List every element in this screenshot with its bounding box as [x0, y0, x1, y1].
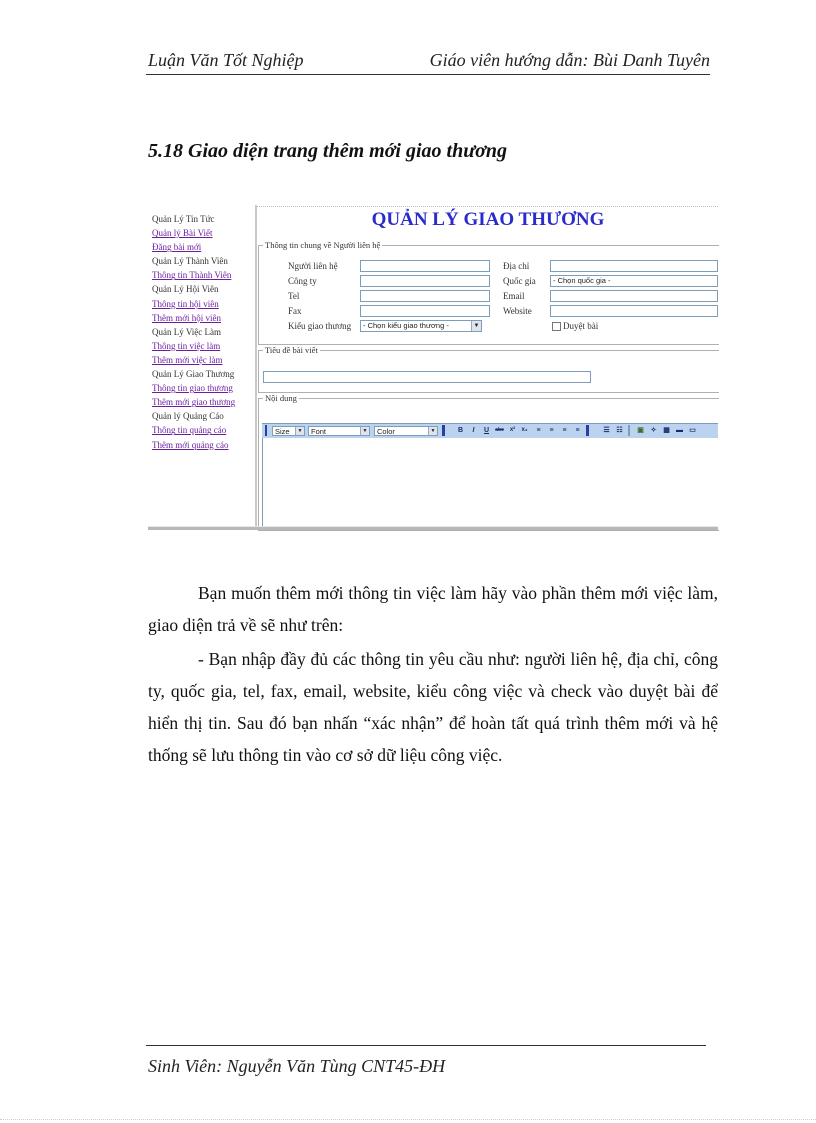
email-input[interactable]: [550, 290, 718, 302]
sidebar-link-member-info[interactable]: Thông tin Thành Viên: [152, 270, 232, 281]
font-family-selected: Font: [311, 427, 327, 436]
source-view-icon[interactable]: ▭: [689, 427, 696, 434]
sidebar-heading-jobs: Quản Lý Việc Làm: [152, 326, 222, 337]
sidebar-link-ad-info[interactable]: Thông tin quảng cáo: [152, 425, 227, 436]
sidebar-heading-trade: Quản Lý Giao Thương: [152, 369, 235, 380]
font-family-select[interactable]: [308, 426, 370, 436]
label-email: Email: [503, 291, 525, 301]
address-input[interactable]: [550, 260, 718, 272]
bold-button[interactable]: B: [457, 427, 464, 434]
post-title-input[interactable]: [263, 371, 591, 383]
screenshot-figure: [148, 205, 718, 530]
label-fax: Fax: [288, 306, 302, 316]
toolbar-separator: [586, 425, 589, 436]
body-paragraph-2: - Bạn nhập đầy đủ các thông tin yêu cầu như: người liên hệ, địa chỉ, công ty, quốc gia, tel, fax, email, website, kiểu công việc và check vào duyệt bài để hiển thị tin. Sau đó bạn nhấn “xác nhận” để hoàn tất quá trình thêm mới và hệ thống sẽ lưu thông tin vào cơ sở dữ liệu công việc.: [148, 649, 718, 765]
header-advisor: Giáo viên hướng dẫn: Bùi Danh Tuyên: [429, 50, 710, 70]
sidebar-link-new-ad[interactable]: Thêm mới quảng cáo: [152, 439, 229, 450]
section-title: 5.18 Giao diện trang thêm mới giao thương: [148, 140, 508, 162]
footer-student: Sinh Viên: Nguyễn Văn Tùng CNT45-ĐH: [148, 1056, 446, 1076]
toolbar-separator: [628, 425, 630, 436]
company-input[interactable]: [360, 275, 490, 287]
toolbar-separator: [442, 425, 445, 436]
insert-table-icon[interactable]: ▦: [663, 427, 670, 434]
contact-person-input[interactable]: [360, 260, 490, 272]
toolbar-grip: [265, 425, 267, 436]
sidebar-link-new-job[interactable]: Thêm mới việc làm: [152, 354, 223, 365]
label-tel: Tel: [288, 291, 300, 301]
bulleted-list-icon[interactable]: ☰: [603, 427, 610, 434]
trade-page-title: QUẢN LÝ GIAO THƯƠNG: [371, 209, 605, 230]
website-input[interactable]: [550, 305, 718, 317]
label-company: Công ty: [288, 276, 317, 286]
sidebar-link-manage-posts[interactable]: Quản lý Bài Viết: [152, 228, 213, 239]
fax-input[interactable]: [360, 305, 490, 317]
font-size-select[interactable]: [272, 426, 305, 436]
post-title-legend: Tiêu đề bài viết: [265, 345, 318, 355]
screenshot-bottom-border: [148, 526, 718, 530]
label-country: Quốc gia: [503, 276, 536, 286]
font-color-selected: Color: [377, 427, 395, 436]
sidebar-heading-associates: Quản Lý Hội Viên: [152, 284, 219, 295]
sidebar-divider: [255, 205, 257, 529]
post-title-group: [258, 345, 719, 393]
content-legend: Nội dung: [265, 393, 297, 403]
top-dotted-line: [257, 206, 718, 207]
admin-sidebar: [152, 212, 248, 452]
editor-toolbar: [262, 423, 718, 439]
font-size-selected: Size: [275, 427, 290, 436]
align-left-icon[interactable]: ≡: [536, 427, 541, 434]
label-address: Địa chỉ: [503, 261, 530, 271]
label-approve: Duyệt bài: [563, 321, 599, 331]
sidebar-heading-news: Quản Lý Tin Tức: [152, 214, 215, 224]
content-editor-area[interactable]: [262, 438, 719, 526]
sidebar-heading-members: Quản Lý Thành Viên: [152, 256, 228, 267]
chevron-down-icon: ▼: [428, 427, 437, 435]
numbered-list-icon[interactable]: ☷: [616, 427, 623, 434]
horizontal-rule-icon[interactable]: ▬: [676, 427, 683, 434]
subscript-button[interactable]: x₂: [521, 427, 528, 433]
sidebar-link-new-trade[interactable]: Thêm mới giao thương: [152, 397, 236, 408]
chevron-down-icon: ▼: [295, 427, 304, 435]
header-thesis-title: Luận Văn Tốt Nghiệp: [148, 50, 304, 70]
label-contact-person: Người liên hệ: [288, 261, 338, 271]
align-center-icon[interactable]: ≡: [549, 427, 554, 434]
insert-link-icon[interactable]: ✧: [650, 427, 657, 434]
sidebar-link-new-associate[interactable]: Thêm mới hội viên: [152, 312, 221, 323]
contact-group-legend: Thông tin chung về Người liên hệ: [265, 240, 381, 250]
italic-button[interactable]: I: [472, 427, 475, 434]
country-selected: - Chọn quốc gia -: [553, 276, 611, 285]
country-select[interactable]: [550, 275, 718, 287]
chevron-down-icon: ▼: [360, 427, 369, 435]
label-trade-type: Kiểu giao thương: [288, 321, 352, 331]
approve-checkbox[interactable]: [552, 322, 561, 331]
trade-type-select[interactable]: [360, 320, 482, 332]
insert-image-icon[interactable]: ▣: [637, 427, 644, 434]
sidebar-heading-ads: Quản lý Quảng Cáo: [152, 411, 224, 422]
body-paragraph-1: Bạn muốn thêm mới thông tin việc làm hãy vào phần thêm mới việc làm, giao diện trả về sẽ như trên:: [148, 583, 718, 635]
sidebar-link-associate-info[interactable]: Thông tin hội viên: [152, 298, 219, 309]
chevron-down-icon: ▼: [471, 321, 481, 331]
header-rule: [146, 74, 710, 75]
strikethrough-button[interactable]: abc: [495, 427, 504, 433]
underline-button[interactable]: U: [483, 427, 490, 434]
trade-type-selected: - Chọn kiểu giao thương -: [363, 321, 449, 330]
tel-input[interactable]: [360, 290, 490, 302]
align-right-icon[interactable]: ≡: [562, 427, 567, 434]
label-website: Website: [503, 306, 532, 316]
sidebar-link-job-info[interactable]: Thông tin việc làm: [152, 340, 221, 351]
footer-rule: [146, 1045, 706, 1046]
align-justify-icon[interactable]: ≡: [575, 427, 580, 434]
page-bottom-dotted-line: [0, 1119, 816, 1120]
sidebar-link-new-post[interactable]: Đăng bài mới: [152, 242, 202, 253]
superscript-button[interactable]: x²: [509, 427, 516, 433]
sidebar-link-trade-info[interactable]: Thông tin giao thương: [152, 383, 233, 394]
font-color-select[interactable]: [374, 426, 438, 436]
